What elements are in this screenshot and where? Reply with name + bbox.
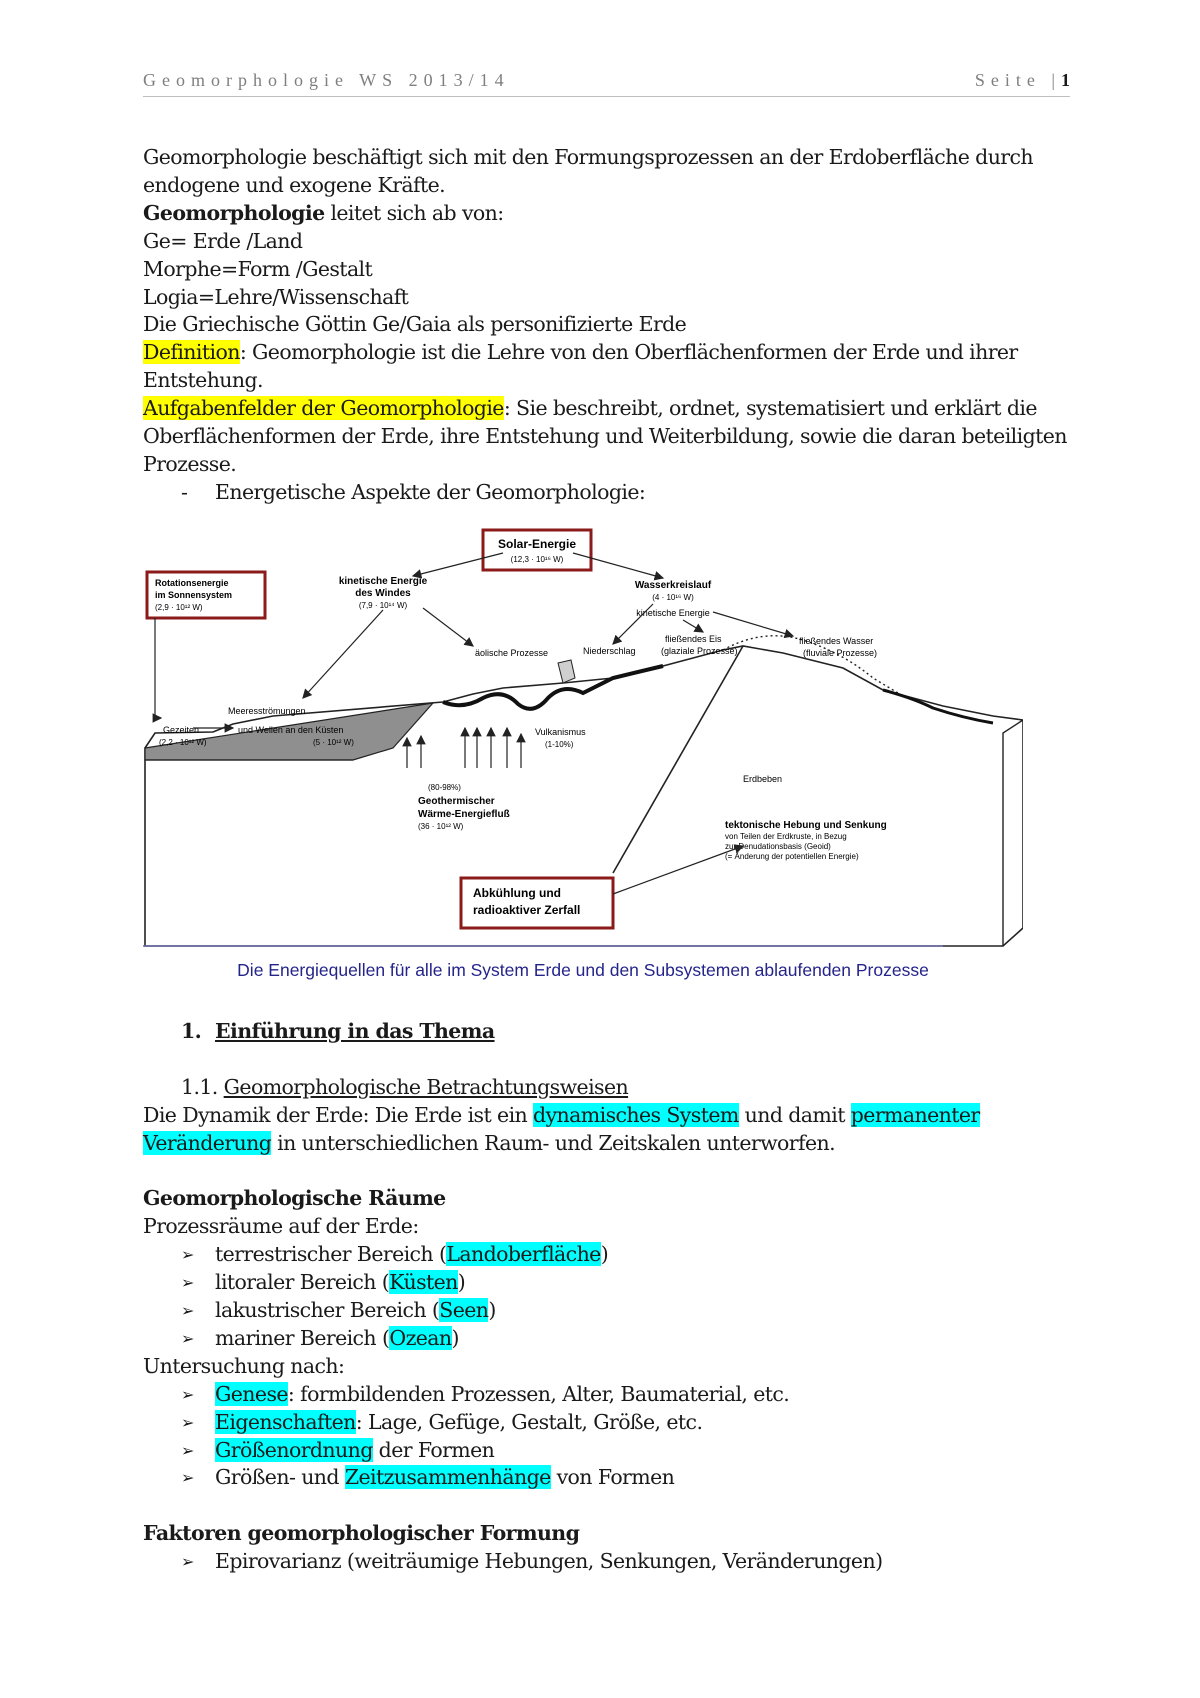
waves-label: und Wellen an den Küsten xyxy=(238,725,344,735)
aeolian-label: äolische Prozesse xyxy=(475,648,549,658)
solar-title: Solar-Energie xyxy=(497,537,577,551)
geo-title-2: Wärme-Energiefluß xyxy=(418,809,510,820)
study-item xyxy=(143,1437,1073,1465)
study-item-pre: Größen- und xyxy=(215,1465,345,1490)
water-flow-label-1: fließendes Wasser xyxy=(799,636,874,646)
study-item-highlight: Zeitzusammenhänge xyxy=(344,1465,551,1490)
wind-title-1: kinetische Energie xyxy=(338,576,428,587)
study-item-highlight: Größenordnung xyxy=(215,1437,373,1462)
raeume-intro: Prozessräume auf der Erde: xyxy=(143,1214,419,1239)
faktoren-item-text: Epirovarianz (weiträumige Hebungen, Senkungen, Veränderungen) xyxy=(215,1549,883,1574)
water-value: (4 · 10¹⁶ W) xyxy=(652,593,694,602)
rotation-title-1: Rotationsenergie xyxy=(155,578,229,588)
intro-line-1: Geomorphologie beschäftigt sich mit den Formungsprozessen an der Erdoberfläche durch xyxy=(143,145,1033,169)
intro-line-2: endogene und exogene Kräfte. xyxy=(143,172,446,197)
raeume-item-pre: lakustrischer Bereich ( xyxy=(215,1298,440,1323)
faktoren-item xyxy=(143,1548,1073,1576)
cooling-title-1: Abkühlung und xyxy=(473,886,561,900)
study-intro: Untersuchung nach: xyxy=(143,1353,345,1378)
ice-label-2: (glaziale Prozesse) xyxy=(661,646,738,656)
energy-diagram-svg xyxy=(143,528,1023,948)
tides-label: Gezeiten xyxy=(163,725,200,735)
raeume-list xyxy=(143,1241,1073,1353)
currents-label: Meeresströmungen xyxy=(228,706,306,716)
dynamics-highlight-2: permanenter xyxy=(850,1102,980,1127)
raeume-item-post: ) xyxy=(488,1298,496,1323)
dynamics-highlight-1: dynamisches System xyxy=(533,1102,739,1127)
ice-label-1: fließendes Eis xyxy=(665,634,722,644)
energy-bullet-text: Energetische Aspekte der Geomorphologie: xyxy=(215,479,646,504)
faktoren-list xyxy=(143,1548,1073,1576)
tasks-label: Aufgabenfelder der Geomorphologie xyxy=(143,396,504,421)
tides-value: (2,2 · 10¹² W) xyxy=(159,738,207,747)
tasks-text-3: Prozesse. xyxy=(143,451,237,476)
arrow-bullet-icon: ➢ xyxy=(181,1384,194,1404)
study-item-post: der Formen xyxy=(372,1437,495,1462)
tect-title: tektonische Hebung und Senkung xyxy=(725,820,887,831)
tect-line-2: von Teilen der Erdkruste, in Bezug xyxy=(725,832,847,841)
tect-line-3: zur Denudationsbasis (Geoid) xyxy=(725,842,831,851)
raeume-item-post: ) xyxy=(451,1325,459,1350)
study-item-post: : formbildenden Prozessen, Alter, Baumaterial, etc. xyxy=(287,1381,790,1406)
dynamics-text-a: Die Dynamik der Erde: Die Erde ist ein xyxy=(143,1102,534,1127)
header-page-number: 1 xyxy=(1061,70,1070,90)
water-flow-label-2: (fluviale Prozesse) xyxy=(803,648,878,658)
wind-value: (7,9 · 10¹⁴ W) xyxy=(358,601,408,610)
definition-label: Definition xyxy=(143,340,240,365)
arrow-bullet-icon: ➢ xyxy=(181,1245,194,1265)
morphe-line: Morphe=Form /Gestalt xyxy=(143,256,373,281)
volcanism-label: Vulkanismus xyxy=(535,727,586,737)
spacer xyxy=(143,1158,1073,1186)
section-1-title: Einführung in das Thema xyxy=(215,1019,495,1043)
rotation-value: (2,9 · 10¹² W) xyxy=(155,603,203,612)
dynamics-line-1 xyxy=(143,1102,1073,1130)
section-1-1-heading xyxy=(143,1074,1073,1102)
geo-value: (36 · 10¹² W) xyxy=(418,822,464,831)
cooling-title-2: radioaktiver Zerfall xyxy=(473,903,581,917)
water-title: Wasserkreislauf xyxy=(634,580,712,591)
study-item xyxy=(143,1409,1073,1437)
study-item-highlight: Eigenschaften xyxy=(215,1409,356,1434)
raeume-item-highlight: Seen xyxy=(439,1298,489,1323)
raeume-item xyxy=(143,1241,1073,1269)
arrow-bullet-icon: ➢ xyxy=(181,1552,194,1572)
study-item-highlight: Genese xyxy=(215,1381,288,1406)
raeume-title: Geomorphologische Räume xyxy=(143,1186,446,1211)
wind-title-2: des Windes xyxy=(355,588,411,599)
study-item xyxy=(143,1381,1073,1409)
waves-value: (5 · 10¹² W) xyxy=(313,738,354,747)
dynamics-highlight-3: Veränderung xyxy=(143,1130,272,1155)
section-1-heading xyxy=(143,1018,1073,1046)
arrow-bullet-icon: ➢ xyxy=(181,1440,194,1460)
energy-diagram xyxy=(143,528,1023,948)
main-content xyxy=(143,1018,1073,1576)
quake-label: Erdbeben xyxy=(743,774,783,784)
section-1-1-title: Geomorphologische Betrachtungsweisen xyxy=(223,1074,629,1099)
tasks-text-2: Oberflächenformen der Erde, ihre Entstehung und Weiterbildung, sowie die daran beteiligten xyxy=(143,424,1067,449)
raeume-item-post: ) xyxy=(457,1270,466,1295)
arrow-bullet-icon: ➢ xyxy=(181,1301,194,1321)
raeume-item-pre: litoraler Bereich ( xyxy=(215,1270,390,1295)
study-item-post: : Lage, Gefüge, Gestalt, Größe, etc. xyxy=(355,1409,703,1434)
arrow-bullet-icon: ➢ xyxy=(181,1328,194,1348)
raeume-item xyxy=(143,1269,1073,1297)
raeume-item-highlight: Ozean xyxy=(389,1325,452,1350)
header-title: Geomorphologie WS 2013/14 xyxy=(143,70,510,90)
raeume-item-pre: mariner Bereich ( xyxy=(215,1325,390,1350)
intro-section xyxy=(143,144,1073,507)
derivation-line xyxy=(143,200,1073,228)
page-header xyxy=(143,70,1070,97)
study-item xyxy=(143,1464,1073,1492)
dynamics-text-c: in unterschiedlichen Raum- und Zeitskalen unterworfen. xyxy=(271,1130,835,1155)
arrow-bullet-icon: ➢ xyxy=(181,1468,194,1488)
definition-line xyxy=(143,339,1073,367)
energy-bullet xyxy=(143,479,1073,507)
raeume-item-post: ) xyxy=(600,1242,609,1267)
raeume-item-highlight: Landoberfläche xyxy=(446,1242,601,1267)
study-list xyxy=(143,1381,1073,1493)
geo-title-1: Geothermischer xyxy=(418,796,495,807)
raeume-item-pre: terrestrischer Bereich ( xyxy=(215,1242,447,1267)
study-item-post: von Formen xyxy=(550,1465,675,1490)
tasks-text-1: : Sie beschreibt, ordnet, systematisiert und erklärt die xyxy=(503,396,1037,421)
dynamics-line-2 xyxy=(143,1130,1073,1158)
definition-text-1: : Geomorphologie ist die Lehre von den Oberflächenformen der Erde und ihrer xyxy=(239,340,1018,365)
faktoren-title: Faktoren geomorphologischer Formung xyxy=(143,1521,580,1546)
ge-line: Ge= Erde /Land xyxy=(143,228,303,253)
raeume-item xyxy=(143,1325,1073,1353)
raeume-item-highlight: Küsten xyxy=(389,1270,458,1295)
header-page-label: Seite | xyxy=(974,70,1061,90)
volcanism-value: (1-10%) xyxy=(545,740,574,749)
solar-value: (12,3 · 10¹⁶ W) xyxy=(510,555,564,564)
logia-line: Logia=Lehre/Wissenschaft xyxy=(143,284,409,309)
section-1-1-number: 1.1. xyxy=(181,1074,218,1099)
figure-caption: Die Energiequellen für alle im System Erde und den Subsystemen ablaufenden Prozesse xyxy=(237,960,929,980)
rotation-title-2: im Sonnensystem xyxy=(155,590,233,600)
section-1-number: 1. xyxy=(181,1019,202,1043)
precip-label: Niederschlag xyxy=(583,646,636,656)
spacer xyxy=(143,1046,1073,1074)
raeume-item xyxy=(143,1297,1073,1325)
spacer xyxy=(143,1492,1073,1520)
derivation-bold: Geomorphologie xyxy=(143,200,325,225)
arrow-bullet-icon: ➢ xyxy=(181,1412,194,1432)
arrow-bullet-icon: ➢ xyxy=(181,1273,194,1293)
dynamics-text-b: und damit xyxy=(738,1102,851,1127)
dash-bullet: - xyxy=(181,479,188,504)
definition-text-2: Entstehung. xyxy=(143,368,263,393)
tect-line-4: (= Änderung der potentiellen Energie) xyxy=(725,852,859,861)
goddess-line: Die Griechische Göttin Ge/Gaia als personifizierte Erde xyxy=(143,312,687,337)
tasks-line xyxy=(143,395,1073,423)
share-label: (80-98%) xyxy=(428,783,461,792)
derivation-rest: leitet sich ab von: xyxy=(324,200,504,225)
kinetic-label: kinetische Energie xyxy=(636,608,710,618)
header-page xyxy=(975,70,1070,91)
